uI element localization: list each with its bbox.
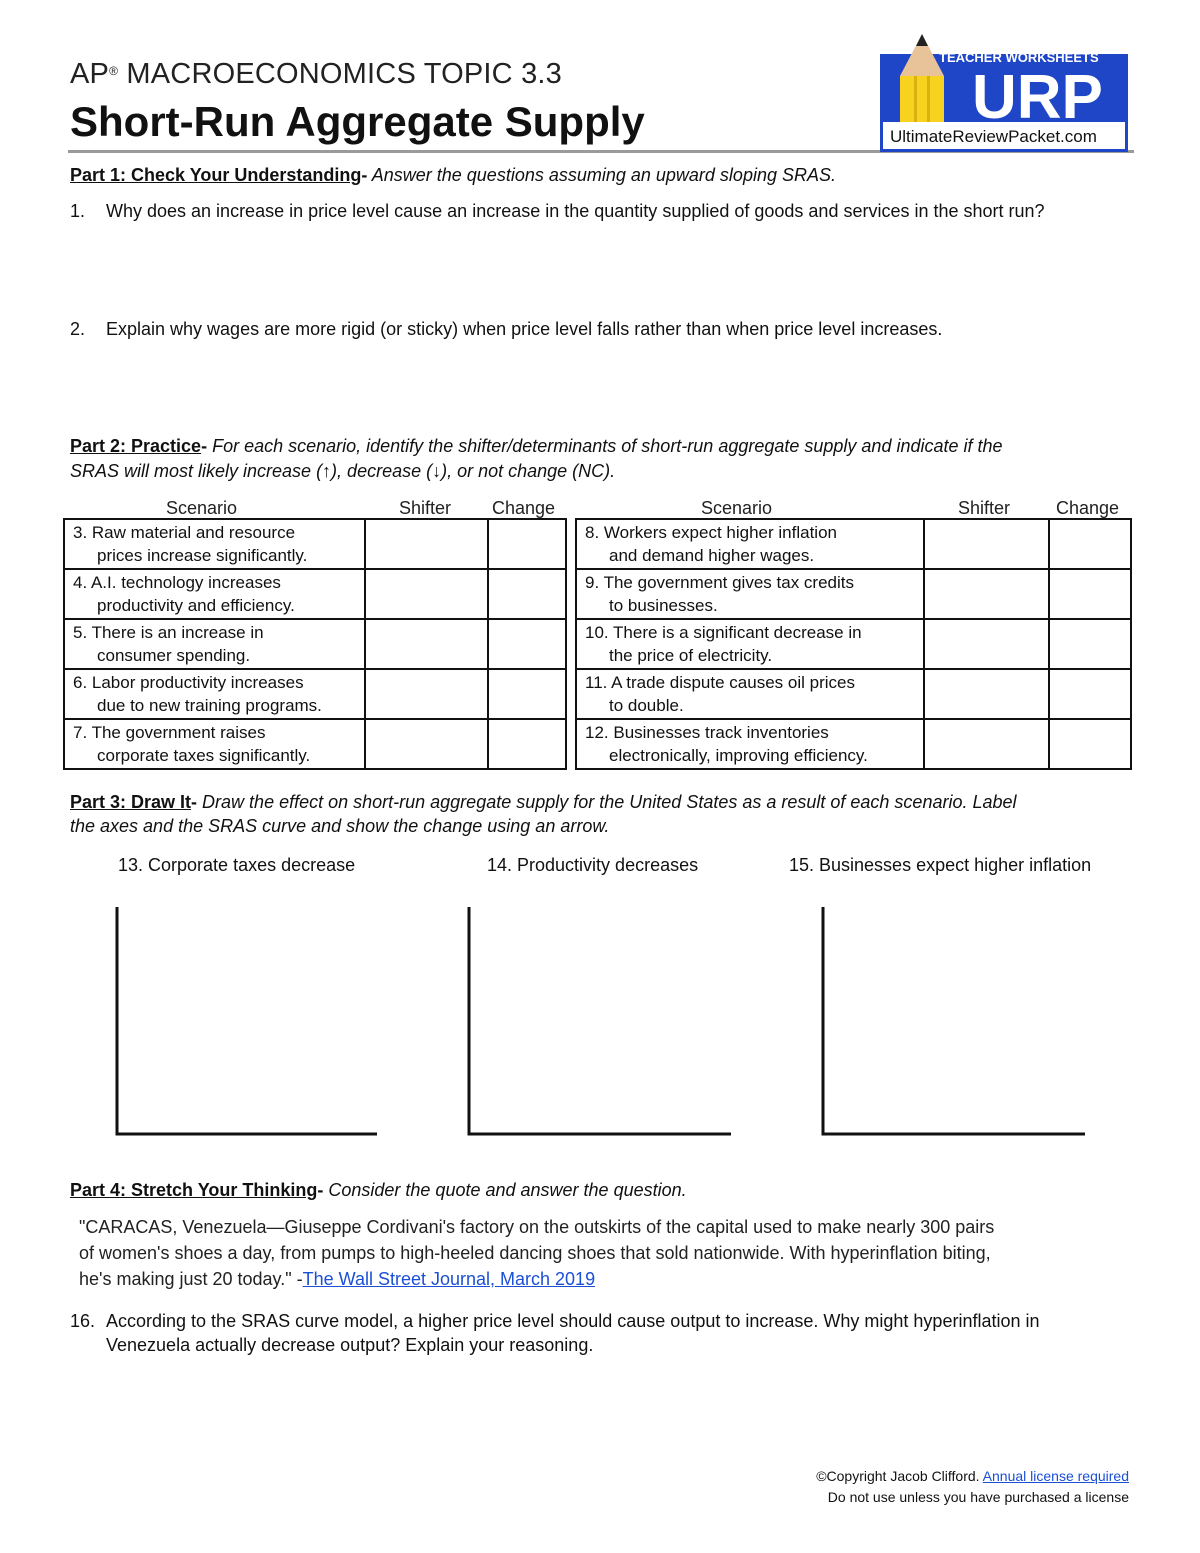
part1-heading-line: Part 1: Check Your Understanding- Answer the questions assuming an upward sloping SRAS. xyxy=(70,165,836,185)
quote-line: "CARACAS, Venezuela—Giuseppe Cordivani's factory on the outskirts of the capital used to make nearly 300 pairs xyxy=(79,1217,995,1237)
right-col-change: Change xyxy=(1056,498,1120,518)
wsj-quote xyxy=(79,1214,1109,1292)
quote-line: he's making just 20 today." -The Wall Street Journal, March 2019 xyxy=(79,1269,596,1289)
question-2: 2. Explain why wages are more rigid (or sticky) when price level falls rather than when price level increases. xyxy=(70,319,943,339)
license-notice: Do not use unless you have purchased a license xyxy=(827,1489,1129,1505)
page-title: Short-Run Aggregate Supply xyxy=(70,98,645,145)
scenario-cell: 3. Raw material and resource prices increase significantly. xyxy=(64,519,365,569)
scenario-cell: 9. The government gives tax credits to businesses. xyxy=(576,569,924,619)
part3-heading-line: Part 3: Draw It- Draw the effect on short-run aggregate supply for the United States as a result of each scenario. Label xyxy=(70,792,1017,812)
logo-tagline: TEACHER WORKSHEETS xyxy=(939,50,1099,65)
scenario-cell: 5. There is an increase in consumer spending. xyxy=(64,619,365,669)
scenario-cell: 11. A trade dispute causes oil prices to double. xyxy=(576,669,924,719)
graph-13-axes[interactable] xyxy=(117,907,377,1134)
copyright-line: ©Copyright Jacob Clifford. Annual license required xyxy=(816,1468,1129,1484)
logo-site: UltimateReviewPacket.com xyxy=(890,127,1097,146)
topic-heading: AP® MACROECONOMICS TOPIC 3.3 xyxy=(70,58,562,90)
scenario-cell: 10. There is a significant decrease in the price of electricity. xyxy=(576,619,924,669)
scenario-cell: 6. Labor productivity increases due to new training programs. xyxy=(64,669,365,719)
scenario-cell: 7. The government raises corporate taxes significantly. xyxy=(64,719,365,769)
question-16: 16. According to the SRAS curve model, a higher price level should cause output to increase. Why might hyperinflation in Venezuela actually decrease output? Explain your reasoning. xyxy=(70,1311,1040,1355)
part2-instruction-line2: SRAS will most likely increase (↑), decrease (↓), or not change (NC). xyxy=(70,461,616,481)
graph-14-axes[interactable] xyxy=(469,907,731,1134)
question-1: 1. Why does an increase in price level cause an increase in the quantity supplied of goods and services in the short run? xyxy=(70,201,1045,221)
logo-brand: URP xyxy=(972,63,1103,132)
left-col-shifter: Shifter xyxy=(399,498,452,518)
graph-15-axes[interactable] xyxy=(823,907,1085,1134)
scenario-cell: 4. A.I. technology increases productivity and efficiency. xyxy=(64,569,365,619)
graph-14-label: 14. Productivity decreases xyxy=(487,855,699,875)
graph-13-label: 13. Corporate taxes decrease xyxy=(118,855,356,875)
part4-heading-line: Part 4: Stretch Your Thinking- Consider the quote and answer the question. xyxy=(70,1180,687,1200)
quote-source-link[interactable]: The Wall Street Journal, March 2019 xyxy=(302,1269,596,1289)
quote-line: of women's shoes a day, from pumps to high-heeled dancing shoes that sold nationwide. With hyperinflation biting, xyxy=(79,1243,991,1263)
part3-instruction-line2: the axes and the SRAS curve and show the change using an arrow. xyxy=(70,816,610,836)
left-col-scenario: Scenario xyxy=(166,498,238,518)
license-link[interactable]: Annual license required xyxy=(982,1468,1129,1484)
graph-15-label: 15. Businesses expect higher inflation xyxy=(789,855,1092,875)
left-col-change: Change xyxy=(492,498,556,518)
scenario-cell: 12. Businesses track inventories electronically, improving efficiency. xyxy=(576,719,924,769)
right-col-scenario: Scenario xyxy=(701,498,773,518)
right-col-shifter: Shifter xyxy=(958,498,1011,518)
part2-heading-line: Part 2: Practice- For each scenario, identify the shifter/determinants of short-run aggregate supply and indicate if the xyxy=(70,436,1003,456)
scenario-cell: 8. Workers expect higher inflation and demand higher wages. xyxy=(576,519,924,569)
